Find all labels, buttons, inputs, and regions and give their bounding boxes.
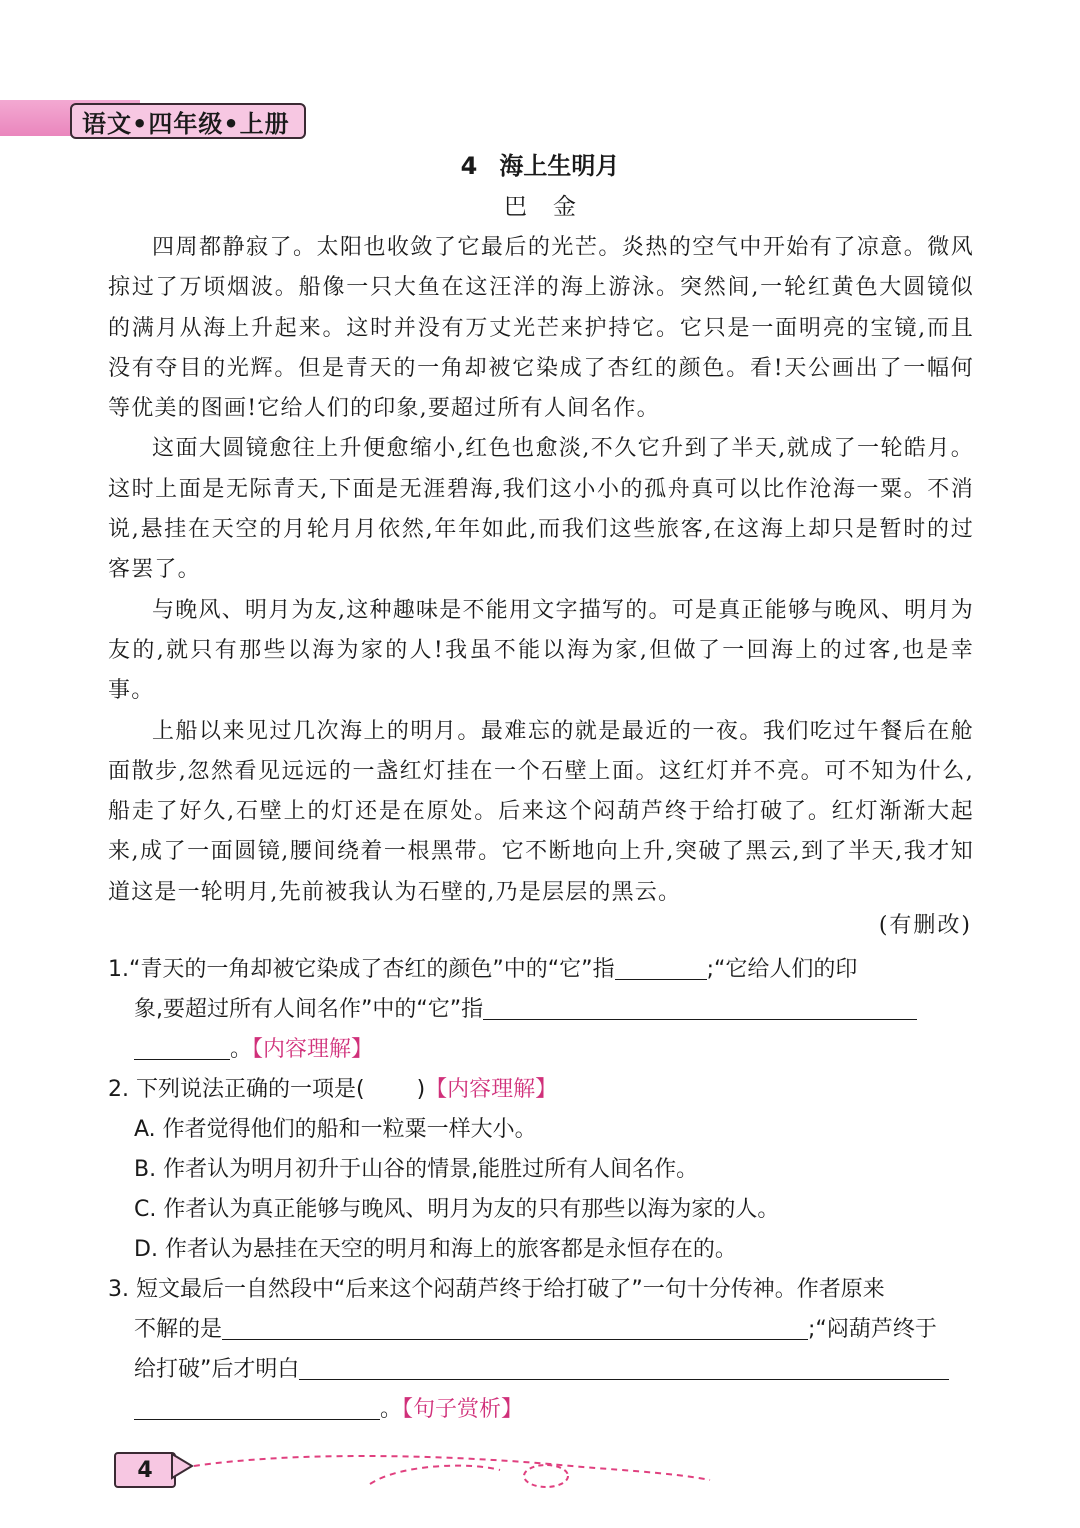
- header-tag: 语文•四年级•上册: [70, 103, 306, 139]
- paragraph-4: 上船以来见过几次海上的明月。最难忘的就是最近的一夜。我们吃过午餐后在舱面散步,忽然看见远远的一盏红灯挂在一个石壁上面。这红灯并不亮。可不知为什么,船走了好久,石壁上的灯还是在原处。后来这个闷葫芦终于给打破了。红灯渐渐大起来,成了一面圆镜,腰间绕着一根黑带。它不断地向上升,突破了黑云,到了半天,我才知道这是一轮明月,先前被我认为石壁的,乃是层层的黑云。: [108, 718, 974, 905]
- q3-answer-blank-1[interactable]: [222, 1313, 808, 1340]
- paragraph-2: 这面大圆镜愈往上升便愈缩小,红色也愈淡,不久它升到了半天,就成了一轮皓月。这时上面是无际青天,下面是无涯碧海,我们这小小的孤舟真可以比作沧海一粟。不消说,悬挂在天空的月轮月月依然,年年如此,而我们这些旅客,在这海上却只是暂时的过客罢了。: [108, 436, 974, 583]
- q3-answer-blank-2[interactable]: [299, 1353, 949, 1380]
- q1-answer-blank-1[interactable]: [615, 953, 707, 980]
- paragraph-3: 与晚风、明月为友,这种趣味是不能用文字描写的。可是真正能够与晚风、明月为友的,就只有那些以海为家的人!我虽不能以海为家,但做了一回海上的过客,也是幸事。: [108, 597, 974, 704]
- q2-option-d: D. 作者认为悬挂在天空的明月和海上的旅客都是永恒存在的。: [134, 1237, 737, 1262]
- dashed-curve-icon: [370, 1466, 500, 1484]
- paragraph-1: 四周都静寂了。太阳也收敛了它最后的光芒。炎热的空气中开始有了凉意。微风掠过了万顷烟波。船像一只大鱼在这汪洋的海上游泳。突然间,一轮红黄色大圆镜似的满月从海上升起来。这时并没有万丈光芒来护持它。它只是一面明亮的宝镜,而且没有夺目的光辉。但是青天的一角却被它染成了杏红的颜色。看!天公画出了一幅何等优美的图画!它给人们的印象,要超过所有人间名作。: [108, 235, 974, 422]
- lesson-author: 巴金: [504, 194, 602, 220]
- question-3-line-1: 3. 短文最后一自然段中“后来这个闷葫芦终于给打破了”一句十分传神。作者原来: [108, 1277, 885, 1302]
- dashed-loop-icon: [524, 1465, 568, 1487]
- q1-answer-blank-3[interactable]: [134, 1033, 230, 1060]
- abridged-note: (有删改): [878, 913, 972, 938]
- questions: [108, 950, 974, 1430]
- lesson-title: [0, 146, 1080, 181]
- pencil-tip-icon: [172, 1454, 192, 1478]
- pencil-dashed-trail-icon: [170, 1440, 730, 1500]
- question-3-line-4: 。【句子赏析】: [108, 1390, 974, 1430]
- article-body: [108, 228, 974, 913]
- question-3-line-2: 不解的是 ;“闷葫芦终于: [108, 1310, 974, 1350]
- q2-skill-tag: 【内容理解】: [425, 1077, 558, 1102]
- q1-skill-tag: 【内容理解】: [252, 1037, 374, 1062]
- question-1-line-3: 。【内容理解】: [108, 1030, 974, 1070]
- q2-option-b: B. 作者认为明月初升于山谷的情景,能胜过所有人间名作。: [134, 1157, 699, 1182]
- q2-option-c: C. 作者认为真正能够与晚风、明月为友的只有那些以海为家的人。: [134, 1197, 780, 1222]
- q3-skill-tag: 【句子赏析】: [402, 1397, 524, 1422]
- q3-answer-blank-3[interactable]: [134, 1393, 380, 1420]
- lesson-number: 4: [460, 152, 478, 180]
- page-number: 4: [114, 1452, 176, 1488]
- dashed-line-icon: [194, 1456, 710, 1480]
- q1-answer-blank-2[interactable]: [483, 993, 917, 1020]
- question-3-line-3: 给打破”后才明白: [108, 1350, 974, 1390]
- lesson-title-text: 海上生明月: [499, 152, 620, 180]
- q2-option-a: A. 作者觉得他们的船和一粒粟一样大小。: [134, 1117, 537, 1142]
- question-1-line-2: 象,要超过所有人间名作”中的“它”指: [108, 990, 974, 1030]
- question-2-stem: 2. 下列说法正确的一项是( )【内容理解】: [108, 1077, 558, 1102]
- question-1-line-1: 1.“青天的一角却被它染成了杏红的颜色”中的“它”指 ;“它给人们的印: [108, 950, 974, 990]
